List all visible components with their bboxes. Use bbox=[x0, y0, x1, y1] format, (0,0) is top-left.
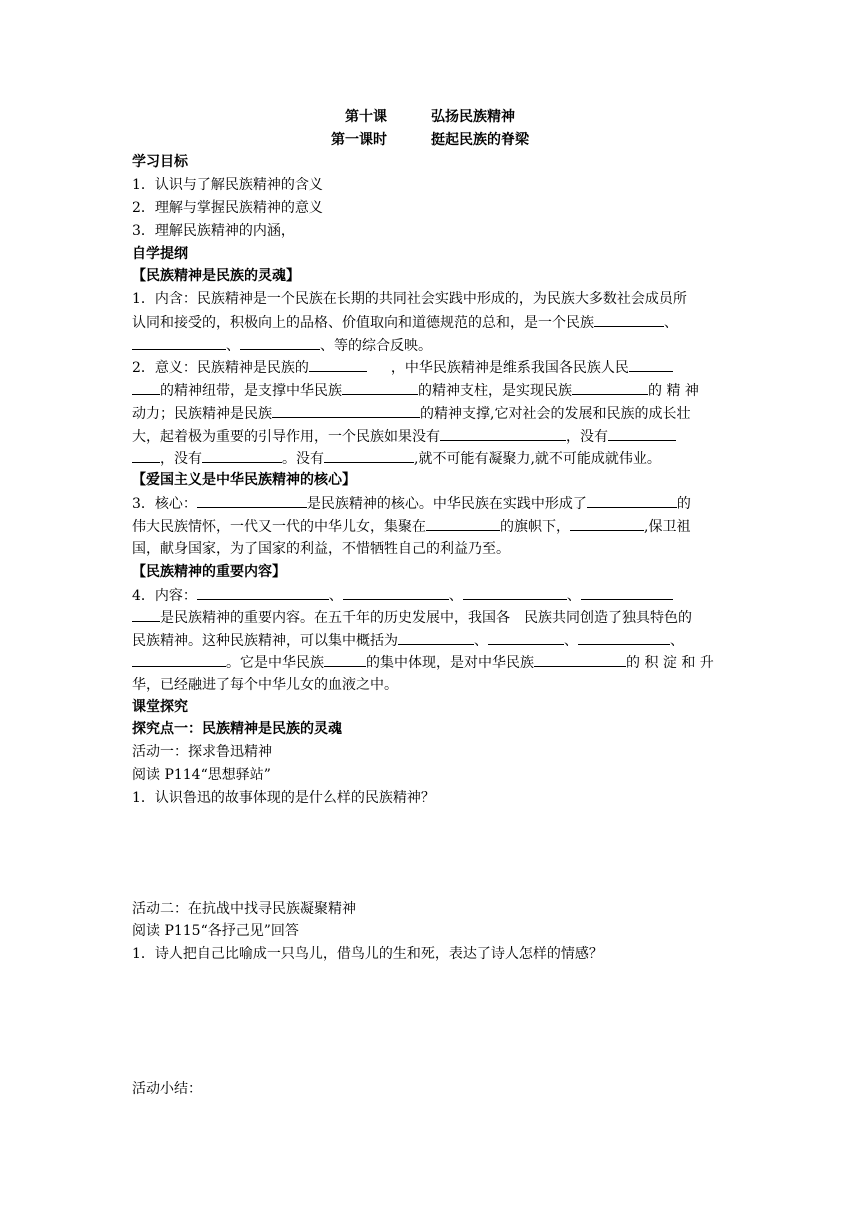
item4-line-b: 是民族精神的重要内容。在五千年的历史发展中，我国各 民族共同创造了独具特色的 bbox=[132, 607, 732, 629]
item2-line-a: 2．意义：民族精神是民族的 ，中华民族精神是维系我国各民族人民 bbox=[132, 357, 732, 379]
goal-item-1: 1．认识与了解民族精神的含义 bbox=[132, 177, 323, 193]
item4-line-e: 华，已经融进了每个中华儿女的血液之中。 bbox=[132, 677, 398, 693]
lesson-title bbox=[0, 106, 860, 126]
blank[interactable] bbox=[572, 380, 648, 395]
activity-summary: 活动小结： bbox=[132, 1081, 202, 1097]
item3-line-a: 3．核心： 是民族精神的核心。中华民族在实践中形成了 的 bbox=[132, 493, 732, 515]
item1-line-b: 认同和接受的，积极向上的品格、价值取向和道德规范的总和，是一个民族 、 bbox=[132, 312, 732, 334]
blank[interactable] bbox=[534, 652, 626, 667]
blank[interactable] bbox=[272, 403, 420, 418]
activity-1: 活动一：探求鲁迅精神 bbox=[132, 744, 272, 760]
blank[interactable] bbox=[309, 357, 367, 372]
blank[interactable] bbox=[342, 380, 418, 395]
blank[interactable] bbox=[343, 585, 449, 600]
blank[interactable] bbox=[440, 426, 566, 441]
item2-line-c: 动力；民族精神是民族 的精神支撑,它对社会的发展和民族的成长壮 bbox=[132, 403, 732, 425]
item3-line-c: 国，献身国家，为了国家的利益，不惜牺牲自己的利益乃至。 bbox=[132, 541, 510, 557]
activity-2-reading: 阅读 P115“各抒己见”回答 bbox=[132, 923, 299, 939]
activity-2: 活动二：在抗战中找寻民族凝聚精神 bbox=[132, 901, 356, 917]
blank[interactable] bbox=[587, 493, 677, 508]
blank[interactable] bbox=[426, 516, 500, 531]
blank[interactable] bbox=[594, 312, 664, 327]
item4-line-c: 民族精神。这种民族精神，可以集中概括为 、 、 、 bbox=[132, 630, 732, 652]
blank[interactable] bbox=[132, 380, 160, 395]
period-number: 第一课时 bbox=[331, 132, 387, 148]
item1-line-a: 1．内含：民族精神是一个民族在长期的共同社会实践中形成的，为民族大多数社会成员所 bbox=[132, 291, 687, 307]
blank[interactable] bbox=[197, 585, 329, 600]
period-name: 挺起民族的脊梁 bbox=[431, 132, 529, 148]
blank[interactable] bbox=[132, 335, 226, 350]
blank[interactable] bbox=[240, 335, 320, 350]
blank[interactable] bbox=[398, 630, 474, 645]
blank[interactable] bbox=[581, 585, 673, 600]
activity-2-question: 1．诗人把自己比喻成一只鸟儿，借鸟儿的生和死，表达了诗人怎样的情感？ bbox=[132, 946, 603, 962]
blank[interactable] bbox=[197, 493, 307, 508]
blank[interactable] bbox=[324, 652, 366, 667]
blank[interactable] bbox=[463, 585, 567, 600]
item3-line-b: 伟大民族情怀，一代又一代的中华儿女，集聚在 的旗帜下， ,保卫祖 bbox=[132, 516, 732, 538]
section-heading-soul: 【民族精神是民族的灵魂】 bbox=[132, 268, 300, 284]
blank[interactable] bbox=[324, 448, 414, 463]
explore-heading: 课堂探究 bbox=[132, 699, 188, 715]
item1-line-c: 、 、等的综合反映。 bbox=[132, 335, 732, 357]
blank[interactable] bbox=[488, 630, 564, 645]
lesson-name: 弘扬民族精神 bbox=[431, 109, 515, 125]
section-heading-content: 【民族精神的重要内容】 bbox=[132, 564, 286, 580]
blank[interactable] bbox=[132, 448, 160, 463]
blank[interactable] bbox=[570, 516, 644, 531]
activity-1-reading: 阅读 P114“思想驿站” bbox=[132, 767, 271, 783]
blank[interactable] bbox=[132, 607, 160, 622]
goal-item-3: 3．理解民族精神的内涵， bbox=[132, 223, 295, 239]
blank[interactable] bbox=[629, 357, 673, 372]
item4-line-a: 4．内容： 、 、 、 bbox=[132, 585, 732, 607]
lesson-number: 第十课 bbox=[345, 109, 387, 125]
explore-point-1: 探究点一：民族精神是民族的灵魂 bbox=[132, 721, 342, 737]
blank[interactable] bbox=[202, 448, 282, 463]
blank[interactable] bbox=[578, 630, 670, 645]
item2-line-e: ，没有 。没有 ,就不可能有凝聚力,就不可能成就伟业。 bbox=[132, 448, 732, 470]
outline-heading: 自学提纲 bbox=[132, 246, 188, 262]
item2-line-b: 的精神纽带，是支撑中华民族 的精神支柱，是实现民族 的 精 神 bbox=[132, 380, 732, 402]
item4-line-d: 。它是中华民族 的集中体现，是对中华民族 的 积 淀 和 升 bbox=[132, 652, 732, 674]
goals-heading: 学习目标 bbox=[132, 154, 188, 170]
activity-1-question: 1．认识鲁迅的故事体现的是什么样的民族精神？ bbox=[132, 790, 435, 806]
goal-item-2: 2．理解与掌握民族精神的意义 bbox=[132, 200, 323, 216]
blank[interactable] bbox=[132, 652, 226, 667]
section-heading-patriotism: 【爱国主义是中华民族精神的核心】 bbox=[132, 472, 356, 488]
blank[interactable] bbox=[608, 426, 676, 441]
period-title bbox=[0, 129, 860, 149]
item2-line-d: 大，起着极为重要的引导作用，一个民族如果没有 ，没有 bbox=[132, 426, 732, 448]
